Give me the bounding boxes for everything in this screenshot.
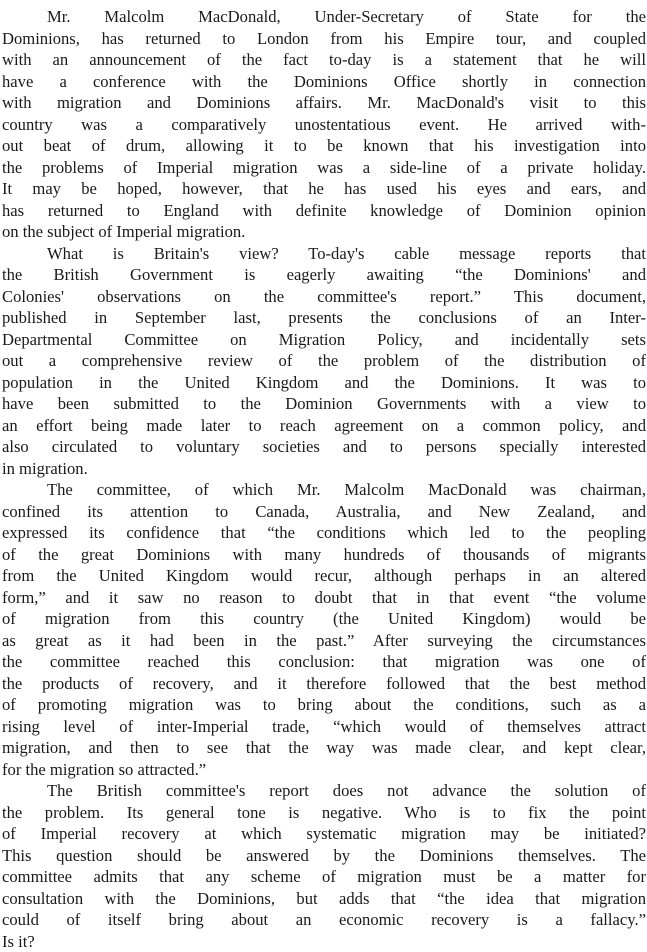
text-line: an effort being made later to reach agreement on a common policy, and xyxy=(2,415,646,435)
text-line: of Imperial recovery at which systematic migration may be initiated? xyxy=(2,824,646,843)
text-line: with an announcement of the fact to-day is a statement that he will xyxy=(2,50,646,69)
text-line: migration, and then to see that the way was made clear, and kept clear, xyxy=(2,738,646,757)
text-line: Mr. Malcolm MacDonald, Under-Secretary of State for the xyxy=(47,7,646,26)
text-line: population in the United Kingdom and the Dominions. It was to xyxy=(2,372,646,392)
text-line: committee admits that any scheme of migration must be a matter for xyxy=(2,867,646,886)
paragraph xyxy=(2,479,647,780)
text-line: expressed its confidence that “the conditions which led to the peopling xyxy=(2,523,646,542)
text-line: have been submitted to the Dominion Governments with a view to xyxy=(2,394,646,413)
text-line: Dominions, has returned to London from his Empire tour, and coupled xyxy=(2,28,646,48)
text-line: The committee, of which Mr. Malcolm MacDonald was chairman, xyxy=(47,480,646,499)
text-line: the problems of Imperial migration was a side-line of a private holiday. xyxy=(2,157,646,177)
text-line: This question should be answered by the Dominions themselves. The xyxy=(2,845,646,865)
text-line: has returned to England with definite knowledge of Dominion opinion xyxy=(2,200,646,220)
text-line: also circulated to voluntary societies and to persons specially interested xyxy=(2,437,646,456)
text-line: as great as it had been in the past.” After surveying the circumstances xyxy=(2,630,646,650)
paragraph xyxy=(2,243,647,480)
text-line: have a conference with the Dominions Office shortly in connection xyxy=(2,71,646,91)
paragraph xyxy=(2,6,647,243)
text-line: with migration and Dominions affairs. Mr. MacDonald's visit to this xyxy=(2,93,646,112)
text-line: the British Government is eagerly awaiting “the Dominions' and xyxy=(2,265,646,284)
text-line: for the migration so attracted.” xyxy=(2,759,207,779)
article xyxy=(2,6,647,952)
text-line: out a comprehensive review of the problem of the distribution of xyxy=(2,351,646,370)
text-line: form,” and it saw no reason to doubt that in that event “the volume xyxy=(2,587,646,607)
text-line: country was a comparatively unostentatious event. He arrived with- xyxy=(2,114,646,134)
text-line: from the United Kingdom would recur, although perhaps in an altered xyxy=(2,566,646,585)
text-line: Is it? xyxy=(2,931,35,951)
text-line: of the great Dominions with many hundreds of thousands of migrants xyxy=(2,544,646,564)
text-line: the problem. Its general tone is negative. Who is to fix the point xyxy=(2,802,646,822)
text-line: the products of recovery, and it therefore followed that the best method xyxy=(2,673,646,693)
text-line: could of itself bring about an economic recovery is a fallacy.” xyxy=(2,910,646,929)
text-line: What is Britain's view? To-day's cable message reports that xyxy=(47,243,646,263)
text-line: Colonies' observations on the committee's report.” This document, xyxy=(2,286,646,306)
text-line: The British committee's report does not advance the solution of xyxy=(47,781,646,800)
text-line: on the subject of Imperial migration. xyxy=(2,222,246,241)
text-line: in migration. xyxy=(2,458,88,478)
paragraph xyxy=(2,780,647,952)
text-line: Departmental Committee on Migration Policy, and incidentally sets xyxy=(2,329,646,349)
text-line: out beat of drum, allowing it to be known that his investigation into xyxy=(2,136,646,155)
text-line: published in September last, presents the conclusions of an Inter- xyxy=(2,308,646,327)
text-line: the committee reached this conclusion: that migration was one of xyxy=(2,652,646,671)
text-line: It may be hoped, however, that he has used his eyes and ears, and xyxy=(2,179,646,198)
text-line: of migration from this country (the United Kingdom) would be xyxy=(2,609,646,628)
text-line: of promoting migration was to bring about the conditions, such as a xyxy=(2,695,646,714)
text-line: confined its attention to Canada, Australia, and New Zealand, and xyxy=(2,501,646,521)
text-line: consultation with the Dominions, but adds that “the idea that migration xyxy=(2,888,646,908)
text-line: rising level of inter-Imperial trade, “which would of themselves attract xyxy=(2,716,646,736)
